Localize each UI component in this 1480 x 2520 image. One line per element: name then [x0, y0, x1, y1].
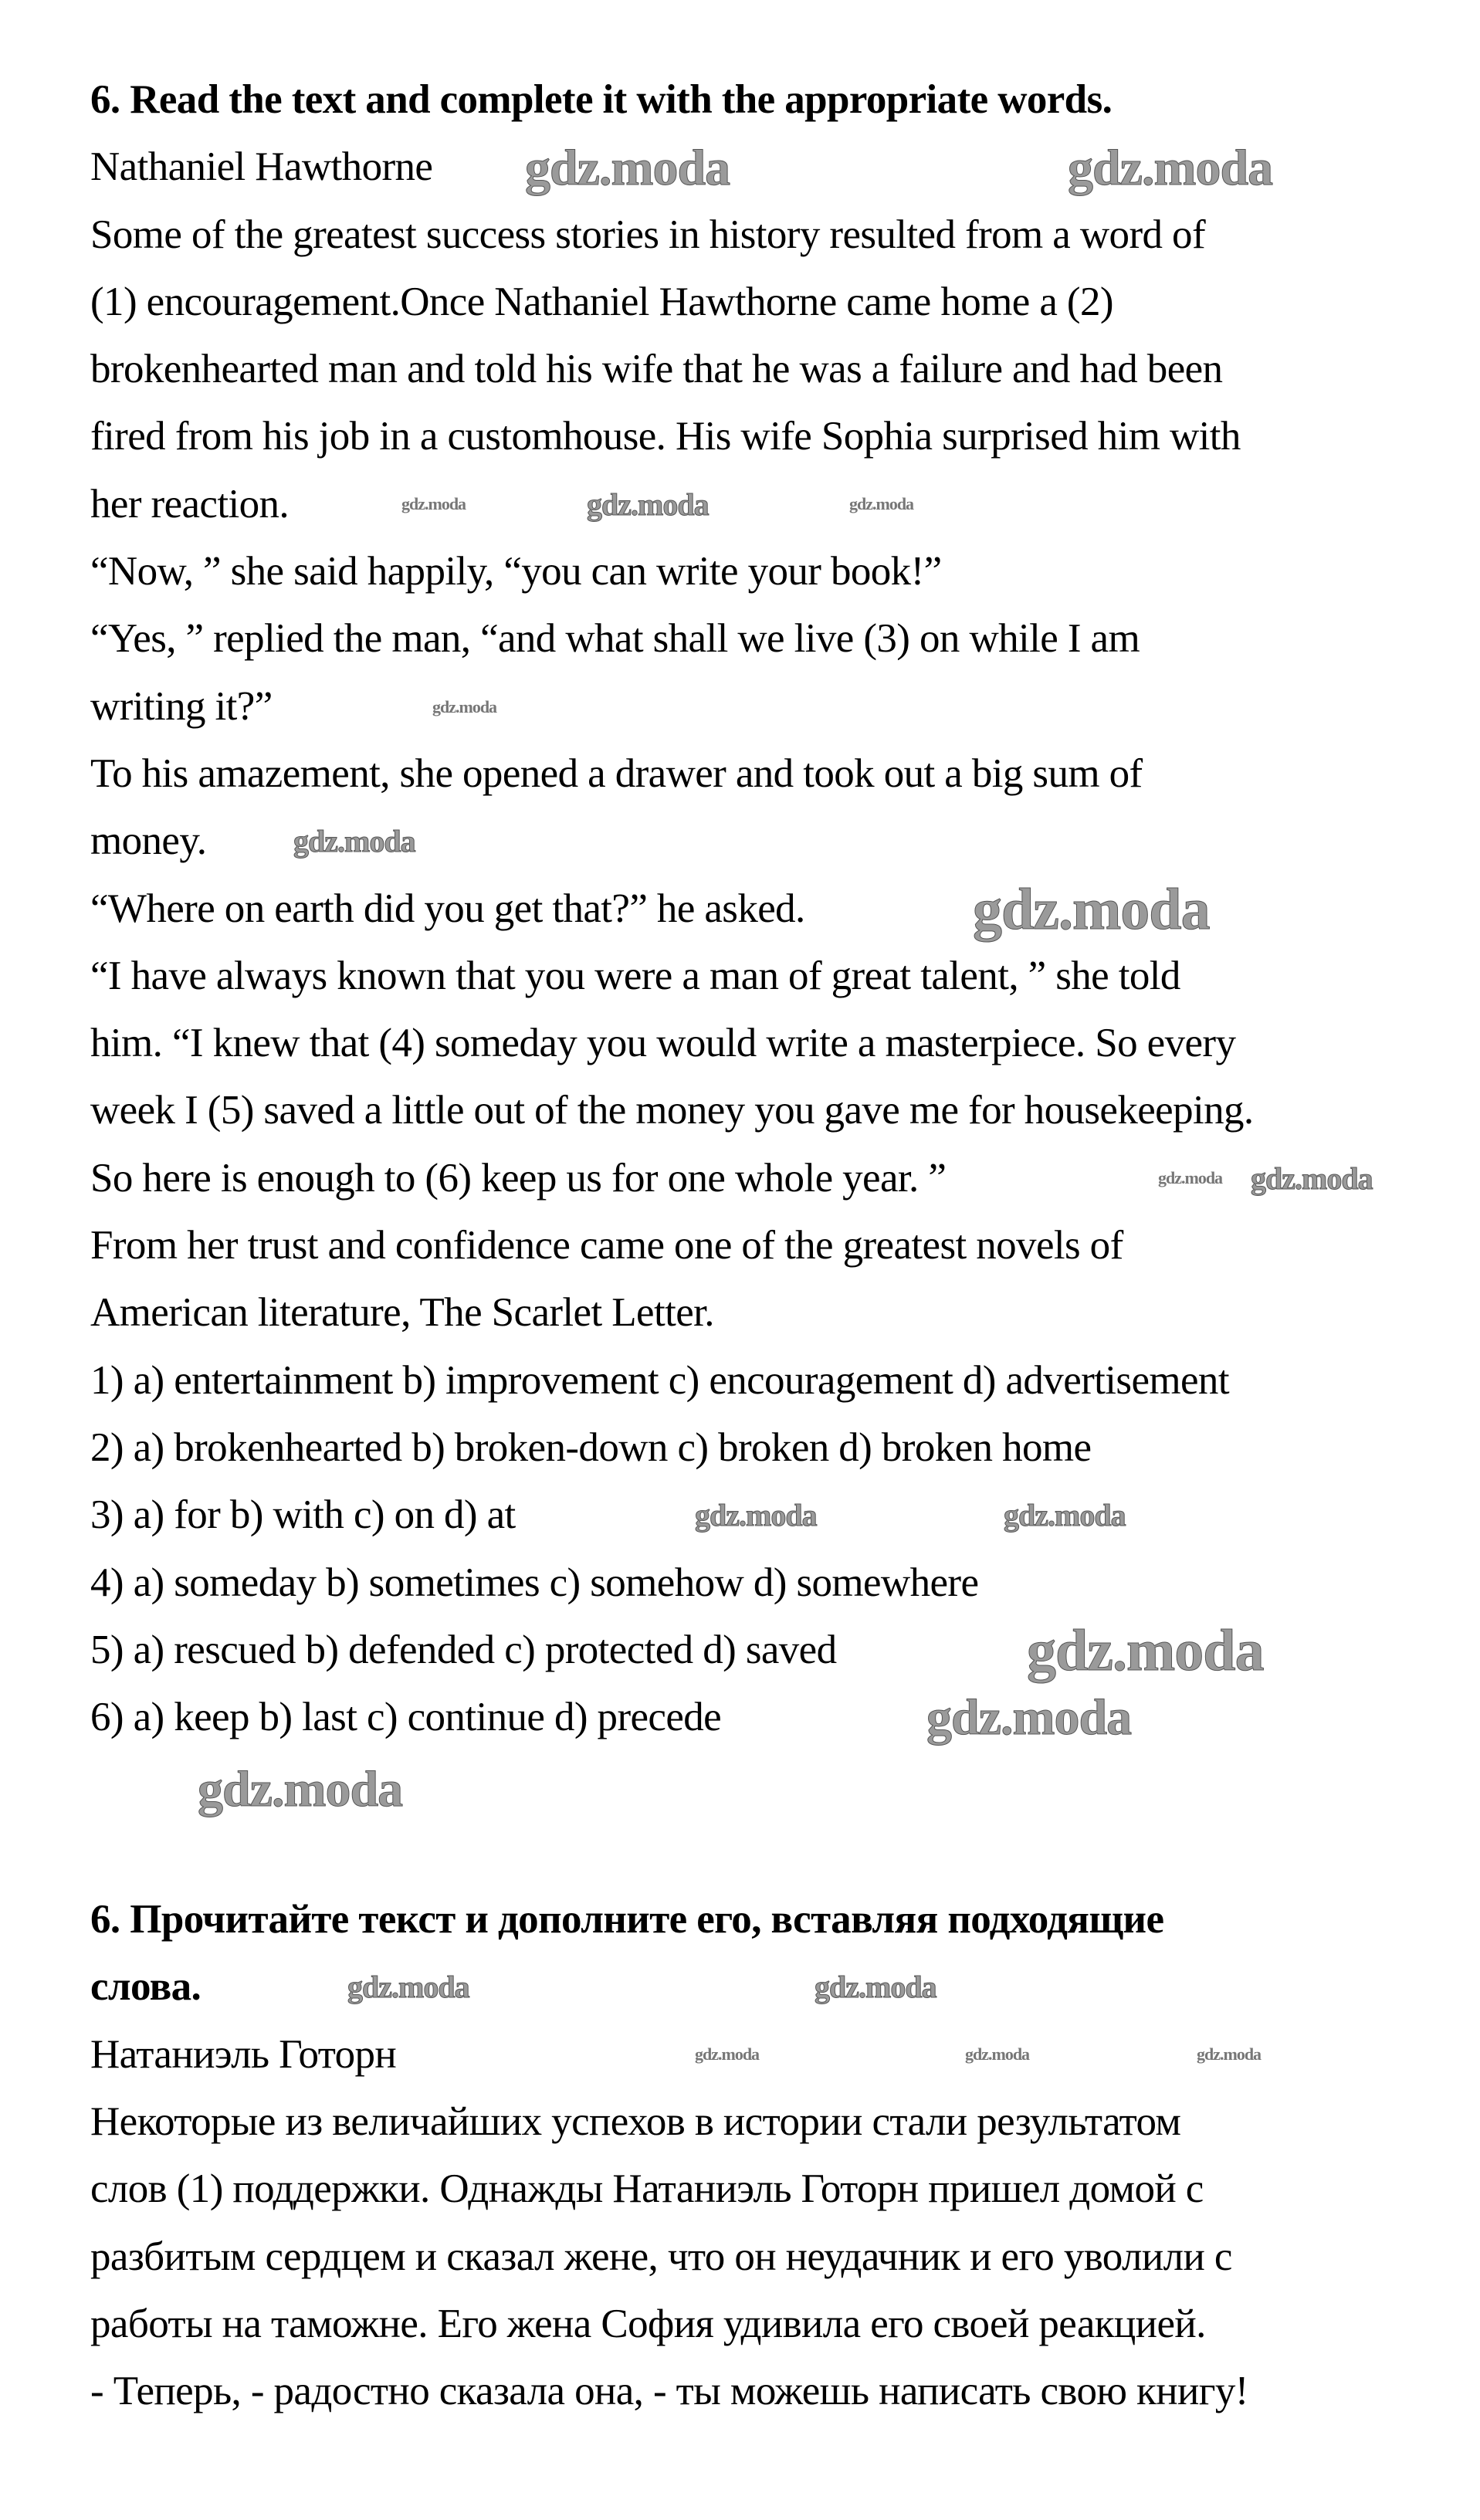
text-line: “I have always known that you were a man of great talent, ” she told	[90, 953, 1180, 998]
watermark: gdz.moda	[926, 1689, 1132, 1746]
option-line: 4) a) someday b) sometimes c) somehow d) somewhere	[90, 1560, 979, 1605]
text-line: Some of the greatest success stories in history resulted from a word of	[90, 212, 1205, 257]
watermark: gdz.moda	[587, 487, 709, 522]
text-line: Некоторые из величайших успехов в истории стали результатом	[90, 2098, 1181, 2144]
watermark: gdz.moda	[1197, 2044, 1262, 2064]
text-line: Натаниэль Готорн	[90, 2031, 397, 2077]
watermark: gdz.moda	[1158, 1168, 1223, 1187]
exercise-heading-ru: 6. Прочитайте текст и дополните его, вставляя подходящие	[90, 1897, 1164, 1942]
watermark: gdz.moda	[815, 1970, 936, 2004]
watermark: gdz.moda	[347, 1970, 469, 2004]
text-line: So here is enough to (6) keep us for one whole year. ”	[90, 1155, 947, 1201]
watermark: gdz.moda	[198, 1761, 403, 1817]
text-line: “Now, ” she said happily, “you can write your book!”	[90, 549, 942, 594]
watermark: gdz.moda	[401, 494, 466, 513]
text-line: money.	[90, 818, 207, 864]
watermark: gdz.moda	[1004, 1498, 1126, 1533]
text-line: - Теперь, - радостно сказала она, - ты можешь написать свою книгу!	[90, 2369, 1248, 2414]
watermark: gdz.moda	[293, 824, 415, 859]
option-line: 1) a) entertainment b) improvement c) encouragement d) advertisement	[90, 1357, 1229, 1403]
text-line: her reaction.	[90, 481, 290, 527]
text-line: fired from his job in a customhouse. His wife Sophia surprised him with	[90, 414, 1241, 459]
text-line: To his amazement, she opened a drawer and took out a big sum of	[90, 750, 1143, 796]
text-line: Nathaniel Hawthorne	[90, 144, 433, 190]
text-line: работы на таможне. Его жена София удивила его своей реакцией.	[90, 2301, 1206, 2346]
text-line: From her trust and confidence came one of the greatest novels of	[90, 1223, 1123, 1268]
exercise-heading-en: 6. Read the text and complete it with the appropriate words.	[90, 77, 1113, 122]
text-line: week I (5) saved a little out of the money you gave me for housekeeping.	[90, 1088, 1254, 1133]
watermark: gdz.moda	[525, 140, 730, 196]
watermark: gdz.moda	[695, 1498, 817, 1533]
option-line: 5) a) rescued b) defended c) protected d) saved	[90, 1627, 837, 1672]
watermark: gdz.moda	[432, 697, 497, 716]
option-line: 2) a) brokenhearted b) broken-down c) broken d) broken home	[90, 1424, 1092, 1470]
watermark: gdz.moda	[1251, 1161, 1373, 1196]
watermark: gdz.moda	[849, 494, 914, 513]
text-line: разбитым сердцем и сказал жене, что он неудачник и его уволили с	[90, 2234, 1232, 2279]
watermark: gdz.moda	[695, 2044, 760, 2064]
text-line: “Where on earth did you get that?” he asked.	[90, 886, 805, 931]
text-line: American literature, The Scarlet Letter.	[90, 1290, 714, 1336]
watermark: gdz.moda	[1027, 1618, 1264, 1683]
watermark: gdz.moda	[1068, 140, 1273, 196]
option-line: 3) a) for b) with c) on d) at	[90, 1492, 516, 1538]
text-line: слов (1) поддержки. Однажды Натаниэль Готорн пришел домой с	[90, 2166, 1204, 2212]
exercise-heading-ru-cont: слова.	[90, 1964, 202, 2010]
text-line: him. “I knew that (4) someday you would write a masterpiece. So every	[90, 1021, 1236, 1066]
text-line: “Yes, ” replied the man, “and what shall we live (3) on while I am	[90, 616, 1140, 662]
watermark: gdz.moda	[965, 2044, 1030, 2064]
text-line: (1) encouragement.Once Nathaniel Hawthorne came home a (2)	[90, 279, 1113, 324]
option-line: 6) a) keep b) last c) continue d) precede	[90, 1695, 722, 1740]
watermark: gdz.moda	[973, 877, 1210, 942]
text-line: brokenhearted man and told his wife that he was a failure and had been	[90, 347, 1223, 392]
text-line: writing it?”	[90, 683, 273, 729]
document-page	[90, 66, 1449, 2425]
